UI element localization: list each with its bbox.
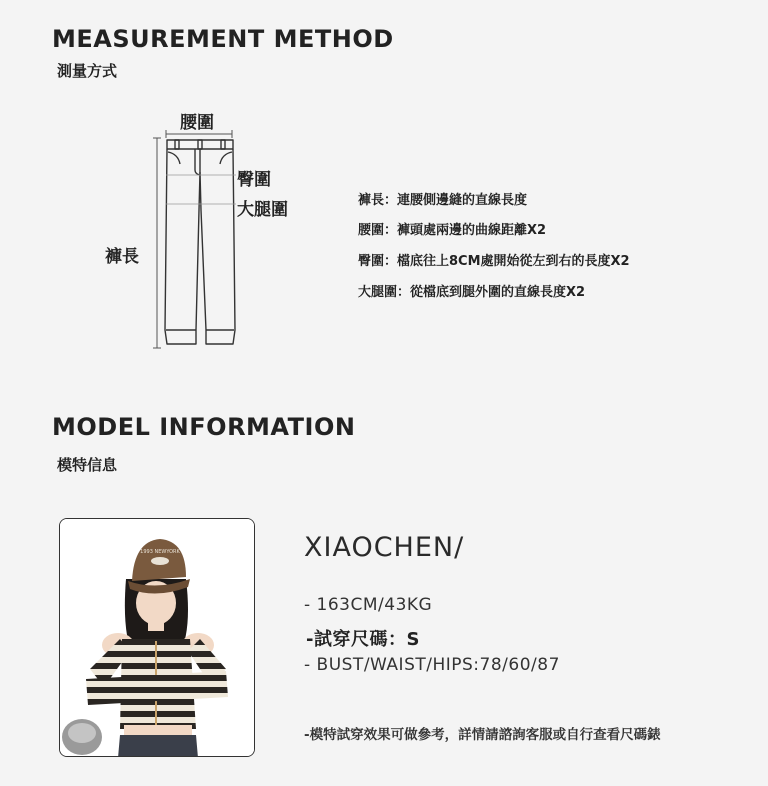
model-trial-size: -試穿尺碼：S (306, 629, 420, 650)
model-fit-note: -模特試穿效果可做參考，詳情請諮詢客服或自行查看尺碼錶 (304, 727, 661, 743)
measurement-heading: MEASUREMENT METHOD (52, 25, 394, 53)
definition-waist: 腰圍：褲頭處兩邊的曲線距離X2 (358, 223, 547, 238)
model-photo-frame (59, 518, 255, 757)
pants-diagram (150, 120, 250, 352)
measurement-subheading: 測量方式 (57, 62, 118, 80)
diagram-label-hip: 臀圍 (237, 170, 271, 190)
definition-hip: 臀圍：檔底往上8CM處開始從左到右的長度X2 (358, 254, 630, 269)
model-height-weight: - 163CM/43KG (304, 595, 433, 615)
definition-thigh: 大腿圍：從檔底到腿外圍的直線長度X2 (358, 285, 586, 300)
model-bust-waist-hips: - BUST/WAIST/HIPS:78/60/87 (304, 655, 560, 675)
model-photo (60, 519, 255, 757)
model-heading: MODEL INFORMATION (52, 413, 356, 441)
definition-length: 褲長：連腰側邊縫的直線長度 (358, 193, 528, 208)
model-name: XIAOCHEN/ (304, 532, 465, 563)
diagram-label-length: 褲長 (105, 247, 139, 267)
svg-text:1993 NEWYORK: 1993 NEWYORK (140, 549, 180, 555)
model-subheading: 模特信息 (57, 456, 118, 474)
diagram-label-thigh: 大腿圍 (237, 200, 288, 220)
diagram-label-waist: 腰圍 (180, 113, 214, 133)
